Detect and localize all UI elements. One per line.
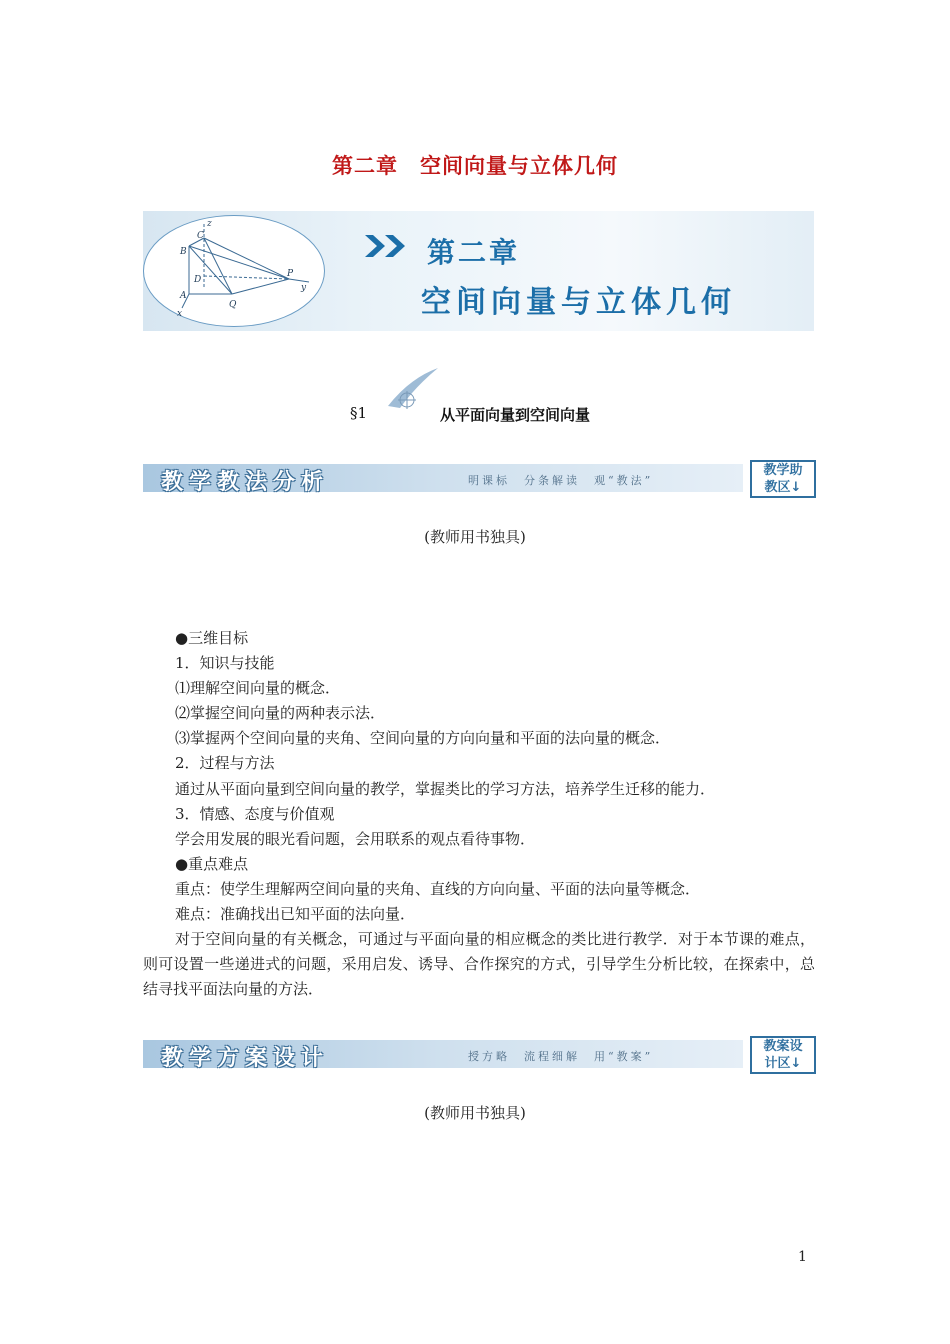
geometry-figure (143, 215, 325, 327)
label-c: C (197, 231, 204, 241)
content-line: ⑵掌握空间向量的两种表示法． (175, 704, 386, 723)
bar-title: 教学方案设计 (161, 1045, 330, 1071)
section-number: §1 (350, 404, 368, 422)
content-line: 难点：准确找出已知平面的法向量． (175, 905, 416, 924)
label-d: D (194, 275, 202, 285)
lesson-plan-bar (143, 1036, 814, 1072)
content-line: 1．知识与技能 (175, 654, 275, 673)
double-chevron-icon (365, 235, 409, 261)
section-title: 从平面向量到空间向量 (440, 406, 591, 424)
bar-slogan: 授方略 流程细解 用“教案” (468, 1050, 654, 1063)
heading-key-points: ●重点难点 (175, 854, 249, 873)
page-number: 1 (798, 1249, 807, 1265)
content-line: 学会用发展的眼光看问题，会用联系的观点看待事物． (175, 829, 536, 848)
bar-title: 教学教法分析 (161, 469, 330, 495)
label-z: z (207, 219, 212, 229)
heading-objectives: ●三维目标 (175, 629, 249, 647)
label-x: x (177, 309, 183, 319)
lesson-plan-box[interactable]: 教案设 计区↓ (750, 1036, 816, 1074)
banner-chapter-label: 第二章 (427, 236, 521, 269)
chapter-title: 第二章 空间向量与立体几何 (332, 154, 618, 178)
label-y: y (301, 283, 307, 293)
content-line: ⑴理解空间向量的概念． (175, 679, 341, 698)
teaching-analysis-bar (143, 460, 814, 496)
teacher-only-note: (教师用书独具) (424, 1104, 526, 1122)
content-line: 2．过程与方法 (175, 754, 275, 773)
label-p: P (287, 269, 294, 279)
content-line: 重点：使学生理解两空间向量的夹角、直线的方向向量、平面的法向量等概念． (175, 879, 701, 898)
content-line: 通过从平面向量到空间向量的教学，掌握类比的学习方法，培养学生迁移的能力． (175, 779, 716, 798)
teacher-only-note: (教师用书独具) (424, 528, 526, 546)
label-b: B (180, 247, 187, 257)
section-header (0, 368, 950, 428)
content-line: ⑶掌握两个空间向量的夹角、空间向量的方向向量和平面的法向量的概念． (175, 729, 671, 748)
banner-subject: 空间向量与立体几何 (421, 285, 736, 320)
label-q: Q (229, 300, 237, 310)
content-line: 3．情感、态度与价值观 (175, 804, 335, 823)
target-arrow-icon (380, 368, 440, 422)
content-body (143, 626, 815, 1002)
label-a: A (180, 291, 187, 301)
teaching-aid-box[interactable]: 教学助 教区↓ (750, 460, 816, 498)
bar-slogan: 明课标 分条解读 观“教法” (468, 474, 654, 487)
chapter-banner (143, 211, 814, 331)
content-paragraph: 对于空间向量的有关概念，可通过与平面向量的相应概念的类比进行教学．对于本节课的难点，则可设置一些递进式的问题，采用启发、诱导、合作探究的方式，引导学生分析比较，在探索中，总结寻找平面法向量的方法． (143, 930, 815, 999)
